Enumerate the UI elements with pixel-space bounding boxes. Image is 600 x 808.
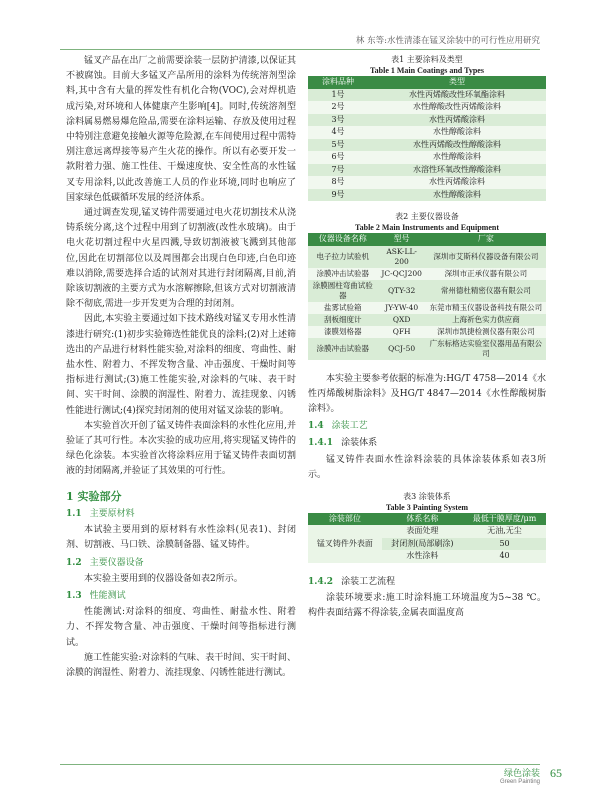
table-row [308, 139, 546, 152]
painting-system-paragraph: 锰叉铸件表面水性涂料涂装的具体涂装体系如表3所示。 [308, 454, 546, 480]
table-row [308, 302, 546, 314]
table-cell: 3号 [308, 114, 368, 127]
table-cell: 常州德杜精密仪器有限公司 [426, 280, 546, 302]
table-cell: 漆膜划格器 [308, 326, 377, 338]
construction-test-paragraph: 施工性能实验:对涂料的气味、表干时间、实干时间、涂膜的润湿性、附着力、流挂现象、闪锈性能进行测试。 [66, 652, 296, 678]
table-cell: 水性醇酸涂料 [368, 126, 546, 139]
subsection-heading-1-4 [308, 419, 546, 434]
table-cell: 水性丙烯酸涂料 [368, 176, 546, 189]
table-cell: 水性醇酸改性丙烯酸涂料 [368, 101, 546, 114]
intro-paragraph-4: 本实验首次开创了锰叉铸件表面涂料的水性化应用,并验证了其可行性。本次实验的成功应用,将实现锰叉铸件的绿色化涂装。本实验首次将涂料应用于锰叉铸件表面切割液的封闭隔离,并验证了其效果的可行性。 [66, 420, 296, 477]
intro-paragraph-2: 通过调查发现,锰叉铸件需要通过电火花切割技术从浇铸系统分离,这个过程中用到了切割液(改性水玻璃)。由于电火花切割过程中火星四溅,导致切割液被飞溅到其他部位,因此在切割部位以及周围都会出现白色印迹,白色印迹难以消除,需要选择合适的试剂对其进行封闭隔离,目前,消除该切割液的主要方式为水溶解擦除,但该方式对切割液清除不彻底,需进一步开发更为合理的封闭剂。 [66, 208, 296, 310]
subsection-heading-1-4-2 [308, 575, 546, 590]
table-row [308, 89, 546, 102]
performance-test-paragraph: 性能测试:对涂料的细度、弯曲性、耐盐水性、附着力、不挥发物含量、冲击强度、干燥时间等指标进行测试。 [66, 607, 296, 648]
table-cell: JC-QCJ200 [377, 268, 425, 280]
table-cell: 8号 [308, 176, 368, 189]
table-row [308, 101, 546, 114]
table-cell: 上海祈色实力供应商 [426, 314, 546, 326]
table-row [308, 314, 546, 326]
table-row [308, 151, 546, 164]
subsection-number: 1.1 [66, 508, 82, 519]
table-cell: 50 [463, 538, 546, 551]
table-row [308, 126, 546, 139]
table1-caption-en: Table 1 Main Coatings and Types [370, 66, 484, 75]
table-header-cell: 仪器设备名称 [308, 233, 377, 246]
table-cell: QXD [377, 314, 425, 326]
process-paragraph: 涂装环境要求:施工时涂料施工环境温度为5~38 ℃。构件表面结露不得涂装,金属表面温度高 [308, 593, 546, 619]
page-footer [499, 766, 562, 785]
table-row [308, 114, 546, 127]
table-header-cell: 最低干膜厚度/μm [463, 513, 546, 526]
table-cell: 涂膜冲击试验器 [308, 338, 377, 360]
table-header-cell: 型号 [377, 233, 425, 246]
table-cell: QFH [377, 326, 425, 338]
table3-caption-cn: 表3 涂装体系 [403, 491, 451, 501]
table-header-cell: 体系名称 [382, 513, 463, 526]
subsection-heading-1-2 [66, 556, 296, 571]
subsection-heading-1-3 [66, 589, 296, 604]
table-cell: 电子拉力试验机 [308, 246, 377, 268]
equipment-table [308, 233, 546, 360]
table3-caption-en: Table 3 Painting System [385, 502, 469, 512]
subsection-title: 涂装工艺流程 [341, 576, 396, 587]
table-row [308, 326, 546, 338]
subsection-number: 1.2 [66, 557, 82, 568]
painting-system-table [308, 513, 546, 563]
table-cell: 深圳市凯捷检测仪器有限公司 [426, 326, 546, 338]
table-header-cell: 涂料品种 [308, 76, 368, 89]
table2-caption-en: Table 2 Main Instruments and Equipment [355, 223, 499, 232]
table-cell: 5号 [308, 139, 368, 152]
equipment-paragraph: 本实验主要用到的仪器设备如表2所示。 [84, 573, 243, 584]
intro-paragraph-1: 锰叉产品在出厂之前需要涂装一层防护清漆,以保证其不被腐蚀。目前大多锰叉产品所用的涂料为传统溶剂型涂料,其中含有大量的挥发性有机化合物(VOC),会对焊机造成污染,对环境和人体健康产生影响[4]。同时,传统溶剂型涂料属易燃易爆危险品,需要在涂料运输、存放及使用过程中特别注意避免接触火源等危险源,在车间使用过程中需特别注意远离焊接等易产生火花的操作。所以有必要开发一款附着力强、施工性佳、干燥速度快、安全性高的水性锰叉专用涂料,以此改善施工人员的作业环境,同时也响应了国家绿色低碳循环发展的经济体系。 [66, 56, 296, 203]
materials-paragraph: 本试验主要用到的原材料有水性涂料(见表1)、封闭剂、切割液、马口铁、涂膜制备器、锰叉铸件。 [66, 525, 296, 551]
table-cell: 4号 [308, 126, 368, 139]
intro-paragraph-3: 因此,本实验主要通过如下技术路线对锰叉专用水性清漆进行研究:(1)初步实验筛选性能优良的涂料;(2)对上述筛选出的产品进行材料性能实验,对涂料的细度、弯曲性、耐盐水性、附着力、不挥发物含量、冲击强度、干燥时间等指标进行测试;(3)施工性能实验,对涂料的气味、表干时间、实干时间、涂膜的润湿性、附着力、流挂现象、闪锈性能进行测试;(4)探究封闭剂的使用对锰叉涂装的影响。 [66, 314, 296, 416]
subsection-number: 1.4.2 [308, 576, 334, 587]
journal-name-en: Green Painting [499, 779, 540, 785]
table-cell: 封闭剂(局部刷涂) [382, 538, 463, 551]
running-header: 林 东等:水性清漆在锰叉涂装中的可行性应用研究 [60, 34, 540, 50]
subsection-title: 涂装工艺 [331, 421, 368, 432]
subsection-title: 主要仪器设备 [89, 557, 144, 568]
table-cell: 涂膜冲击试验器 [308, 268, 377, 280]
table-row [308, 268, 546, 280]
table-cell: 7号 [308, 164, 368, 177]
table-cell: 深圳市艾斯科仪器设备有限公司 [426, 246, 546, 268]
table-cell: 40 [463, 550, 546, 563]
table-header-cell: 厂家 [426, 233, 546, 246]
table-cell: 广东标格达实验室仪器用品有限公司 [426, 338, 546, 360]
right-column [308, 54, 546, 622]
section-heading-experiment: 1 实验部分 [66, 489, 122, 503]
left-column [66, 54, 296, 681]
table-cell: QCJ-50 [377, 338, 425, 360]
table-cell: 水性涂料 [382, 550, 463, 563]
table-cell: 涂膜圆柱弯曲试验器 [308, 280, 377, 302]
subsection-number: 1.4 [308, 421, 324, 432]
table-cell: 水溶性环氧改性醇酸涂料 [368, 164, 546, 177]
table-cell: 东莞市精玉仪器设备科技有限公司 [426, 302, 546, 314]
table-cell: 无油,无尘 [463, 525, 546, 538]
table-cell: ASK-LL-200 [377, 246, 425, 268]
table-row [308, 164, 546, 177]
subsection-title: 涂装体系 [341, 438, 378, 449]
table-row [308, 280, 546, 302]
table-header-cell: 涂装部位 [308, 513, 382, 526]
table-cell: 水性醇酸涂料 [368, 151, 546, 164]
coatings-table [308, 76, 546, 201]
table-cell: 水性丙烯酸改性环氧酯涂料 [368, 89, 546, 102]
subsection-title: 性能测试 [89, 590, 126, 601]
page-number: 65 [550, 766, 562, 780]
table-cell: 刮板细度计 [308, 314, 377, 326]
table-row [308, 338, 546, 360]
table-row [308, 176, 546, 189]
table-header-cell: 类型 [368, 76, 546, 89]
journal-name: 绿色涂装 [503, 769, 540, 779]
footer-divider [60, 764, 540, 765]
subsection-heading-1-1 [66, 507, 296, 522]
table-cell: JY-YW-40 [377, 302, 425, 314]
table-cell: 1号 [308, 89, 368, 102]
table-cell: QTY-32 [377, 280, 425, 302]
table-cell: 9号 [308, 189, 368, 202]
table-cell: 锰叉铸件外表面 [308, 525, 382, 563]
table-cell: 2号 [308, 101, 368, 114]
table2-caption-cn: 表2 主要仪器设备 [395, 212, 459, 221]
subsection-number: 1.4.1 [308, 438, 334, 449]
subsection-number: 1.3 [66, 590, 82, 601]
table-cell: 6号 [308, 151, 368, 164]
table-cell: 水性丙烯酸改性醇酸涂料 [368, 139, 546, 152]
standards-paragraph: 本实验主要参考依据的标准为:HG/T 4758—2014《水性丙烯酸树脂涂料》及HG/T 4847—2014《水性醇酸树脂涂料》。 [308, 373, 546, 414]
table-cell: 深圳市正承仪器有限公司 [426, 268, 546, 280]
subsection-heading-1-4-1 [308, 436, 546, 451]
table-cell: 表面处理 [382, 525, 463, 538]
subsection-title: 主要原材料 [89, 508, 135, 519]
table-cell: 水性丙烯酸涂料 [368, 114, 546, 127]
table-row [308, 189, 546, 202]
table-row [308, 525, 546, 538]
table-row [308, 246, 546, 268]
table1-caption-cn: 表1 主要涂料及类型 [391, 55, 463, 64]
table-cell: 盐雾试验箱 [308, 302, 377, 314]
table-cell: 水性醇酸涂料 [368, 189, 546, 202]
